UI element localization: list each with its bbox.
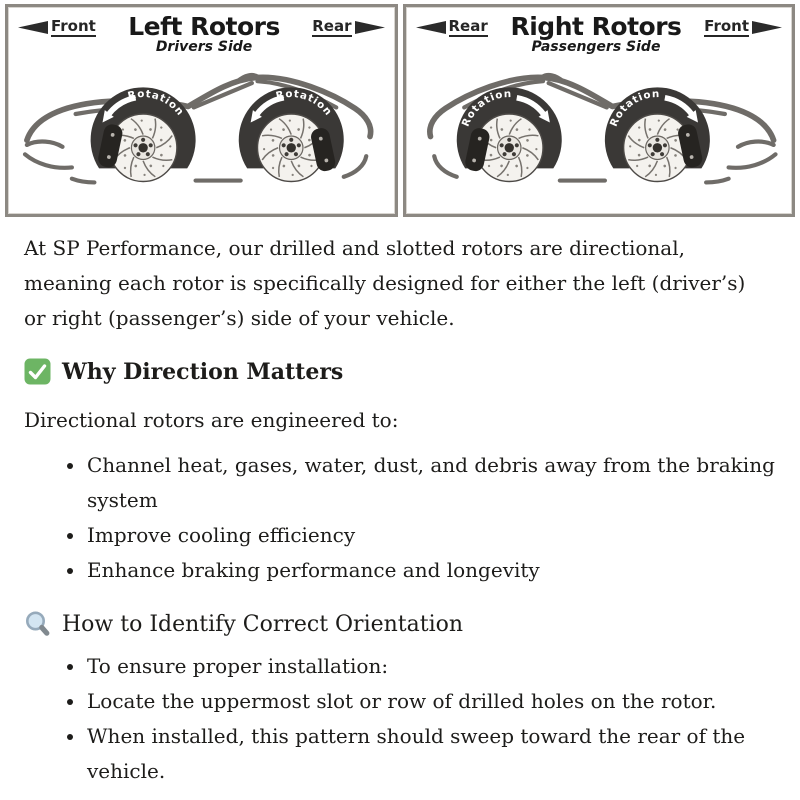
panel-subtitle: Drivers Side: [155, 38, 253, 55]
left-panel-titles: [128, 14, 280, 54]
heading-text: How to Identify Correct Orientation: [62, 612, 464, 637]
front-label: Front: [704, 17, 749, 35]
why-direction-matters-heading: [24, 358, 776, 385]
left-car-sketch: [8, 54, 395, 204]
intro-paragraph: At SP Performance, our drilled and slotted rotors are directional, meaning each rotor is specifically designed for either the left (driver’s) or right (passenger’s) side of your vehicle.: [24, 236, 746, 330]
right-panel-header: [406, 7, 793, 54]
rear-label: Rear: [448, 17, 488, 35]
arrow-right-icon: [752, 20, 782, 35]
rotation-label: Rotation: [126, 87, 187, 119]
arrow-left-icon: [416, 20, 446, 35]
right-rotors-panel: [403, 4, 796, 217]
list-item: • Enhance braking performance and longevity: [86, 553, 776, 588]
installation-list: [24, 649, 776, 789]
front-label: Front: [51, 17, 96, 35]
arrow-right-icon: [355, 20, 385, 35]
magnifying-glass-icon: [24, 610, 51, 639]
list-item: • To ensure proper installation:: [86, 649, 776, 684]
arrow-left-icon: [18, 20, 48, 35]
heading-text: Why Direction Matters: [62, 358, 344, 385]
front-direction-indicator: [18, 18, 96, 37]
benefits-list: [24, 448, 776, 588]
article: [0, 231, 800, 789]
list-item: • Channel heat, gases, water, dust, and debris away from the braking system: [86, 448, 776, 518]
identify-orientation-heading: [24, 610, 776, 639]
check-mark-icon: [24, 358, 51, 385]
list-item: • Improve cooling efficiency: [86, 518, 776, 553]
left-rotors-panel: [5, 4, 398, 217]
rotation-label: Rotation: [459, 87, 512, 129]
rear-direction-indicator: [416, 18, 488, 37]
panel-title: Left Rotors: [128, 12, 280, 41]
front-direction-indicator: [704, 18, 782, 37]
rotation-label: Rotation: [274, 87, 335, 119]
left-panel-header: [8, 7, 395, 54]
right-panel-titles: [510, 14, 681, 54]
rear-label: Rear: [312, 17, 352, 35]
right-car-sketch: [406, 54, 793, 204]
mirrored-car: [429, 74, 775, 182]
list-item: • When installed, this pattern should sweep toward the rear of the vehicle.: [86, 719, 776, 789]
rear-direction-indicator: [312, 18, 384, 37]
list-item: • Locate the uppermost slot or row of drilled holes on the rotor.: [86, 684, 776, 719]
rotor-direction-diagram: [0, 0, 800, 217]
rotation-label: Rotation: [607, 87, 660, 129]
panel-title: Right Rotors: [510, 12, 682, 41]
panel-subtitle: Passengers Side: [531, 38, 661, 55]
engineered-to-lead: Directional rotors are engineered to:: [24, 408, 399, 432]
